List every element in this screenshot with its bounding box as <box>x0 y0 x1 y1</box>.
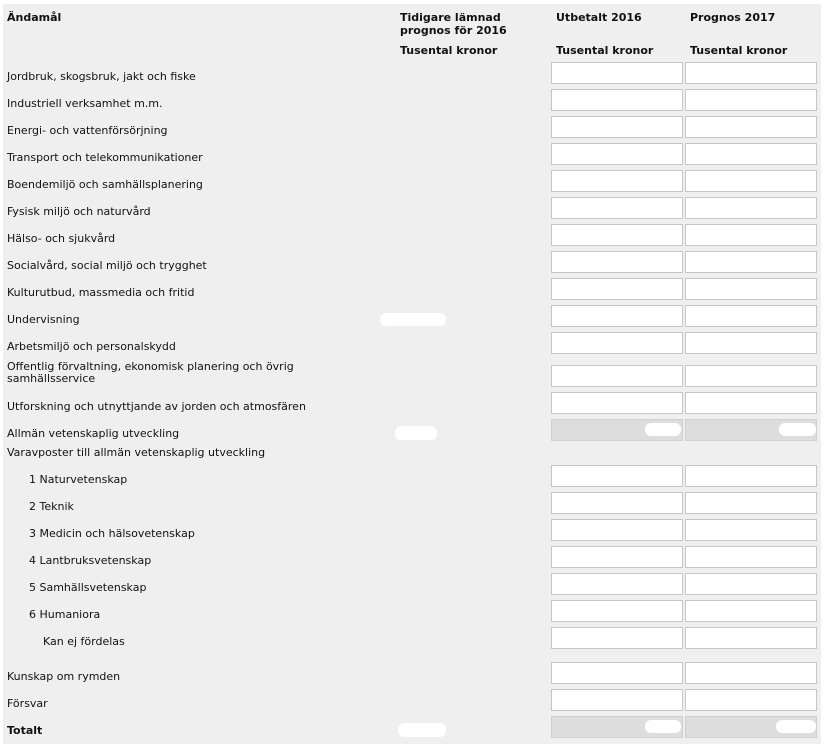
forecast-2017-input[interactable] <box>685 305 817 327</box>
unit-paid-2016: Tusental kronor <box>556 44 654 57</box>
forecast-2017-input[interactable] <box>685 224 817 246</box>
forecast-2017-input[interactable] <box>685 170 817 192</box>
row-label: Fysisk miljö och naturvård <box>7 205 151 218</box>
paid-2016-input[interactable] <box>551 662 683 684</box>
paid-2016-input[interactable] <box>551 332 683 354</box>
forecast-2017-input[interactable] <box>685 62 817 84</box>
redaction-mark <box>398 723 446 737</box>
forecast-2017-input[interactable] <box>685 392 817 414</box>
row-label: Hälso- och sjukvård <box>7 232 116 245</box>
row-label: Industriell verksamhet m.m. <box>7 97 163 110</box>
row-label: 3 Medicin och hälsovetenskap <box>29 527 195 540</box>
forecast-2017-input[interactable] <box>685 332 817 354</box>
row-label: Transport och telekommunikationer <box>7 151 203 164</box>
redaction-mark <box>779 423 816 436</box>
paid-2016-input[interactable] <box>551 278 683 300</box>
redaction-mark <box>776 720 816 733</box>
row-label: Socialvård, social miljö och trygghet <box>7 259 207 272</box>
paid-2016-input[interactable] <box>551 116 683 138</box>
paid-2016-input[interactable] <box>551 170 683 192</box>
forecast-2017-input[interactable] <box>685 278 817 300</box>
paid-2016-input[interactable] <box>551 197 683 219</box>
row-label: Offentlig förvaltning, ekonomisk planering och övrig samhällsservice <box>7 360 294 385</box>
subsection-heading: Varavposter till allmän vetenskaplig utveckling <box>7 446 266 459</box>
row-label: 5 Samhällsvetenskap <box>29 581 147 594</box>
header-previous-forecast: Tidigare lämnad prognos för 2016 <box>400 11 507 37</box>
paid-2016-input[interactable] <box>551 492 683 514</box>
forecast-2017-input[interactable] <box>685 519 817 541</box>
row-label: Försvar <box>7 697 48 710</box>
paid-2016-input[interactable] <box>551 305 683 327</box>
forecast-2017-input[interactable] <box>685 465 817 487</box>
row-label: 4 Lantbruksvetenskap <box>29 554 152 567</box>
forecast-2017-input[interactable] <box>685 492 817 514</box>
forecast-2017-input[interactable] <box>685 627 817 649</box>
row-label: Boendemiljö och samhällsplanering <box>7 178 203 191</box>
row-label: Arbetsmiljö och personalskydd <box>7 340 176 353</box>
paid-2016-input[interactable] <box>551 224 683 246</box>
row-label: Utforskning och utnyttjande av jorden och atmosfären <box>7 400 306 413</box>
header-forecast-2017: Prognos 2017 <box>690 11 776 24</box>
forecast-2017-input[interactable] <box>685 116 817 138</box>
redaction-mark <box>380 313 446 326</box>
paid-2016-input[interactable] <box>551 89 683 111</box>
paid-2016-input[interactable] <box>551 251 683 273</box>
redaction-mark <box>645 720 681 733</box>
forecast-2017-input[interactable] <box>685 689 817 711</box>
paid-2016-input[interactable] <box>551 62 683 84</box>
header-purpose: Ändamål <box>7 11 62 24</box>
paid-2016-input[interactable] <box>551 600 683 622</box>
row-label: Jordbruk, skogsbruk, jakt och fiske <box>7 70 196 83</box>
forecast-2017-input[interactable] <box>685 662 817 684</box>
forecast-2017-input[interactable] <box>685 143 817 165</box>
paid-2016-input[interactable] <box>551 573 683 595</box>
redaction-mark <box>645 423 681 436</box>
unit-previous-forecast: Tusental kronor <box>400 44 498 57</box>
forecast-2017-input[interactable] <box>685 197 817 219</box>
paid-2016-input[interactable] <box>551 365 683 387</box>
forecast-2017-input[interactable] <box>685 573 817 595</box>
unit-forecast-2017: Tusental kronor <box>690 44 788 57</box>
row-label: Allmän vetenskaplig utveckling <box>7 427 180 440</box>
forecast-2017-input[interactable] <box>685 600 817 622</box>
paid-2016-input[interactable] <box>551 465 683 487</box>
paid-2016-input[interactable] <box>551 689 683 711</box>
row-label: Kunskap om rymden <box>7 670 121 683</box>
paid-2016-input[interactable] <box>551 392 683 414</box>
paid-2016-input[interactable] <box>551 519 683 541</box>
header-paid-2016: Utbetalt 2016 <box>556 11 642 24</box>
total-label: Totalt <box>7 724 43 737</box>
forecast-2017-input[interactable] <box>685 546 817 568</box>
row-label: Kan ej fördelas <box>43 635 125 648</box>
forecast-2017-input[interactable] <box>685 365 817 387</box>
row-label: 1 Naturvetenskap <box>29 473 128 486</box>
row-label: 2 Teknik <box>29 500 74 513</box>
paid-2016-input[interactable] <box>551 627 683 649</box>
paid-2016-input[interactable] <box>551 546 683 568</box>
row-label: Energi- och vattenförsörjning <box>7 124 168 137</box>
row-label: Kulturutbud, massmedia och fritid <box>7 286 195 299</box>
row-label: 6 Humaniora <box>29 608 101 621</box>
row-label: Undervisning <box>7 313 80 326</box>
redaction-mark <box>395 426 437 440</box>
forecast-2017-input[interactable] <box>685 89 817 111</box>
paid-2016-input[interactable] <box>551 143 683 165</box>
forecast-2017-input[interactable] <box>685 251 817 273</box>
